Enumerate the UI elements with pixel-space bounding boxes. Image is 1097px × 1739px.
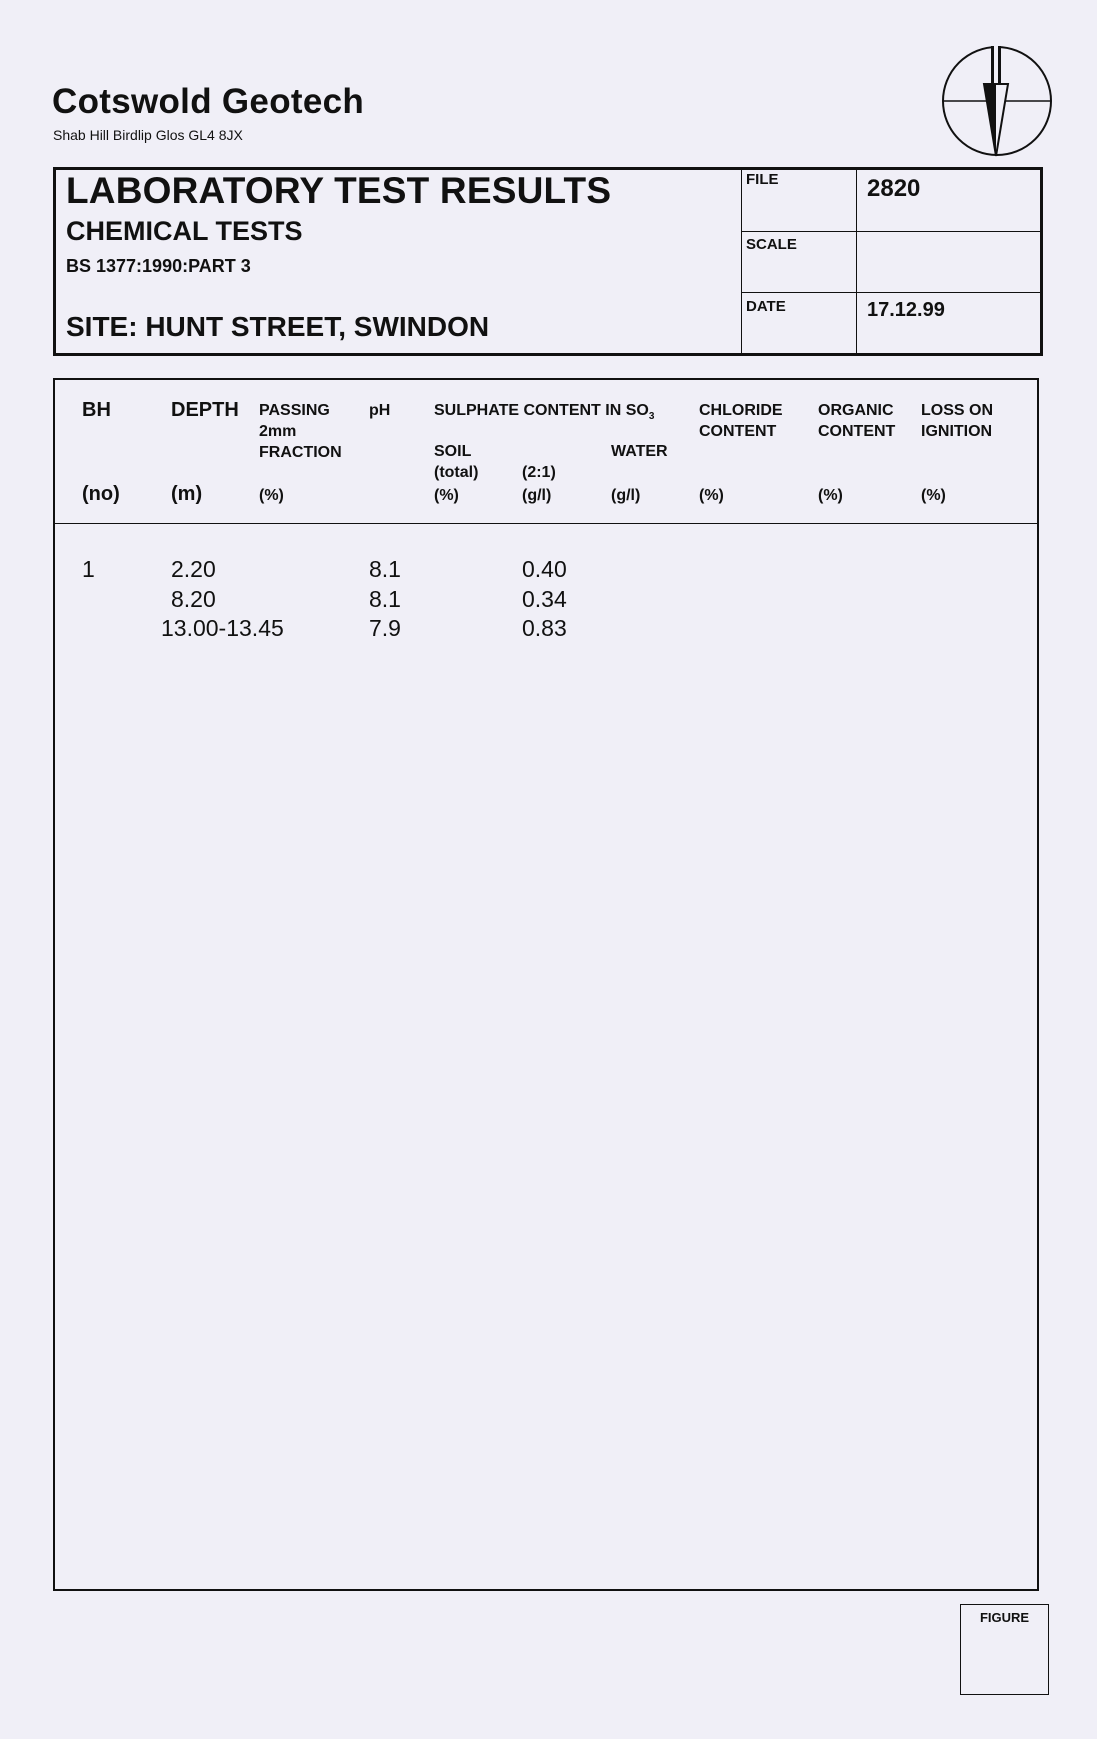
header-passing-line2: 2mm [259,423,297,440]
site-name: SITE: HUNT STREET, SWINDON [66,311,490,342]
header-sulphate [434,400,654,427]
header-divider [54,523,1038,524]
unit-passing: (%) [259,487,284,504]
unit-loss: (%) [921,487,946,504]
unit-water: (g/l) [611,487,641,504]
file-label: FILE [746,171,779,188]
header-chloride [699,400,783,442]
cell-depth: 8.20 [171,586,216,612]
header-sulphate-text: SULPHATE CONTENT IN SO [434,402,649,419]
unit-chloride: (%) [699,487,724,504]
unit-depth: (m) [171,483,203,505]
header-depth: DEPTH [171,399,239,421]
header-passing-line1: PASSING [259,402,330,419]
header-passing [259,400,342,463]
header-passing-line3: FRACTION [259,444,342,461]
cell-ph: 7.9 [369,615,401,641]
unit-bh: (no) [82,483,120,505]
company-logo-icon [940,44,1055,159]
unit-ratio: (g/l) [522,487,552,504]
header-organic-line1: ORGANIC [818,402,894,419]
meta-divider-right [856,168,857,355]
report-subtitle: CHEMICAL TESTS [66,216,303,246]
cell-ratio: 0.83 [522,615,567,641]
cell-depth: 13.00-13.45 [161,615,284,641]
meta-divider-left [741,168,742,355]
date-value: 17.12.99 [867,299,945,321]
header-organic [818,400,895,442]
meta-divider-scale [741,292,1041,293]
header-sulphate-subscript: 3 [648,411,655,423]
report-title: LABORATORY TEST RESULTS [66,170,612,211]
header-soil-line1: SOIL [434,443,472,460]
cell-depth: 2.20 [171,556,216,582]
company-address: Shab Hill Birdlip Glos GL4 8JX [53,127,243,143]
test-standard: BS 1377:1990:PART 3 [66,256,251,276]
unit-organic: (%) [818,487,843,504]
date-label: DATE [746,298,786,315]
header-bh: BH [82,399,111,421]
file-value: 2820 [867,175,921,202]
header-soil-line2: (total) [434,464,479,481]
cell-ratio: 0.40 [522,556,567,582]
cell-ph: 8.1 [369,556,401,582]
header-chloride-line1: CHLORIDE [699,402,783,419]
unit-soil: (%) [434,487,459,504]
header-loss [921,400,993,442]
meta-divider-file [741,231,1041,232]
header-loss-line1: LOSS ON [921,402,994,419]
header-organic-line2: CONTENT [818,423,896,440]
header-ph: pH [369,402,391,419]
header-soil [434,441,478,483]
header-ratio: (2:1) [522,464,556,481]
header-loss-line2: IGNITION [921,423,993,440]
cell-ph: 8.1 [369,586,401,612]
cell-ratio: 0.34 [522,586,567,612]
header-water: WATER [611,443,668,460]
scale-label: SCALE [746,236,797,253]
figure-label: FIGURE [979,1610,1030,1625]
cell-bh: 1 [82,556,95,582]
company-name: Cotswold Geotech [52,82,365,121]
header-chloride-line2: CONTENT [699,423,777,440]
